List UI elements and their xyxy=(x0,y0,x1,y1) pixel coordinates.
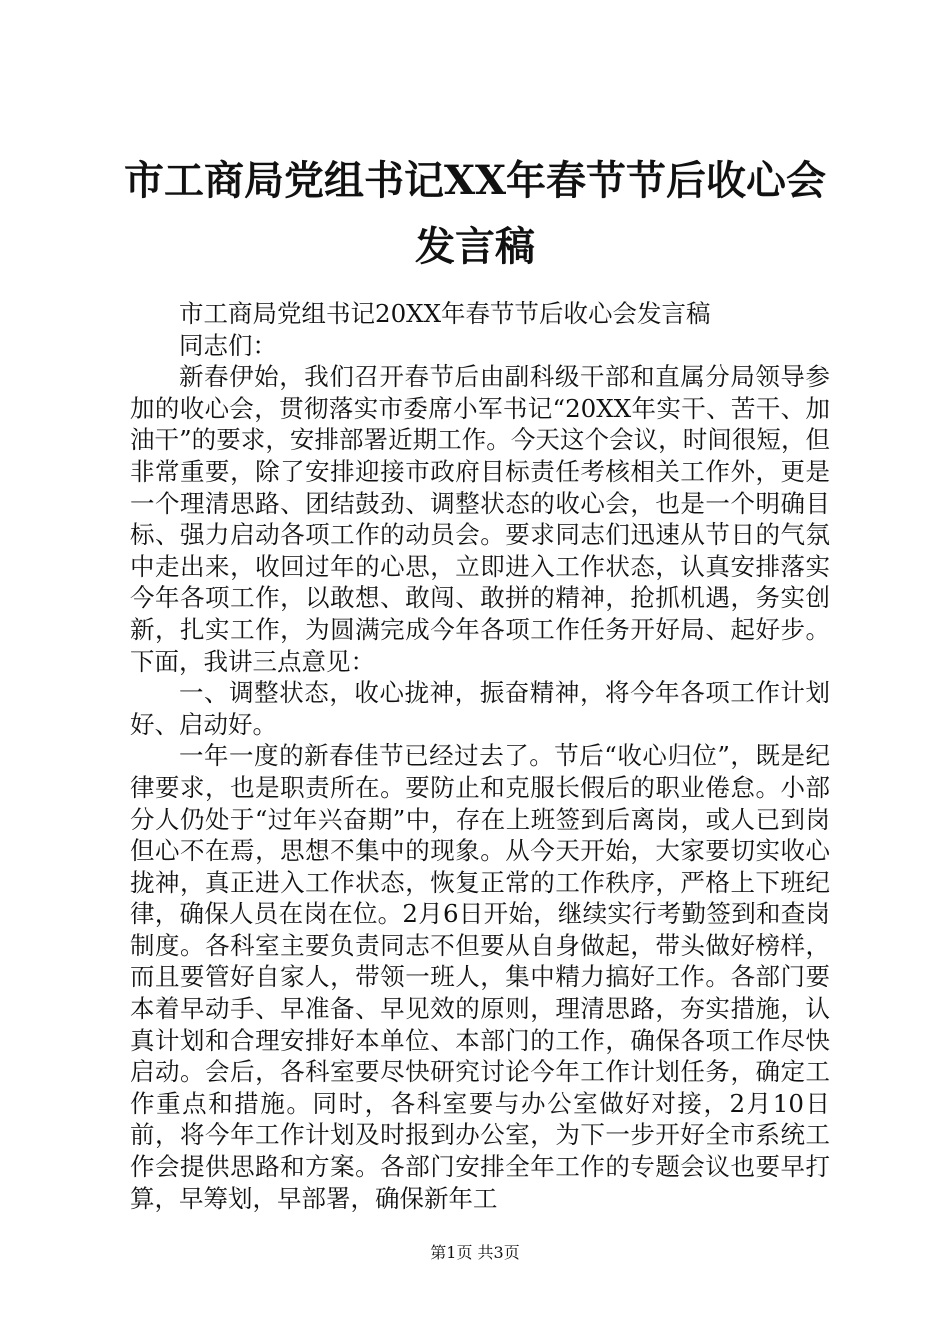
paragraph-section-body: 一年一度的新春佳节已经过去了。节后“收心归位”，既是纪律要求，也是职责所在。要防止和克服长假后的职业倦怠。小部分人仍处于“过年兴奋期”中，存在上班签到后离岗，或人已到岗但心不在焉，思想不集中的现象。从今天开始，大家要切实收心拢神，真正进入工作状态，恢复正常的工作秩序，严格上下班纪律，确保人员在岗在位。2月6日开始，继续实行考勤签到和查岗制度。各科室主要负责同志不但要从自身做起，带头做好榜样，而且要管好自家人，带领一班人，集中精力搞好工作。各部门要本着早动手、早准备、早见效的原则，理清思路，夯实措施，认真计划和合理安排好本单位、本部门的工作，确保各项工作尽快启动。会后，各科室要尽快研究讨论今年工作计划任务，确定工作重点和措施。同时，各科室要与办公室做好对接，2月10日前，将今年工作计划及时报到办公室，为下一步开好全市系统工作会提供思路和方案。各部门安排全年工作的专题会议也要早打算，早筹划，早部署，确保新年工 xyxy=(130,741,830,1213)
document-body xyxy=(130,298,830,1214)
paragraph-salutation: 同志们： xyxy=(179,330,277,360)
paragraph-subtitle: 市工商局党组书记20XX年春节节后收心会发言稿 xyxy=(179,299,711,328)
paragraph-intro: 新春伊始，我们召开春节后由副科级干部和直属分局领导参加的收心会，贯彻落实市委席小军书记“20XX年实干、苦干、加油干”的要求，安排部署近期工作。今天这个会议，时间很短，但非常重要，除了安排迎接市政府目标责任考核相关工作外，更是一个理清思路、团结鼓劲、调整状态的收心会，也是一个明确目标、强力启动各项工作的动员会。要求同志们迅速从节日的气氛中走出来，收回过年的心思，立即进入工作状态，认真安排落实今年各项工作，以敢想、敢闯、敢拼的精神，抢抓机遇，务实创新，扎实工作，为圆满完成今年各项工作任务开好局、起好步。下面，我讲三点意见： xyxy=(130,362,830,676)
document-title: 市工商局党组书记XX年春节节后收心会发言稿 xyxy=(123,157,827,270)
page-footer: 第1页 共3页 xyxy=(430,1243,520,1262)
paragraph-section-heading: 一、调整状态，收心拢神，振奋精神，将今年各项工作计划好、启动好。 xyxy=(130,678,830,739)
